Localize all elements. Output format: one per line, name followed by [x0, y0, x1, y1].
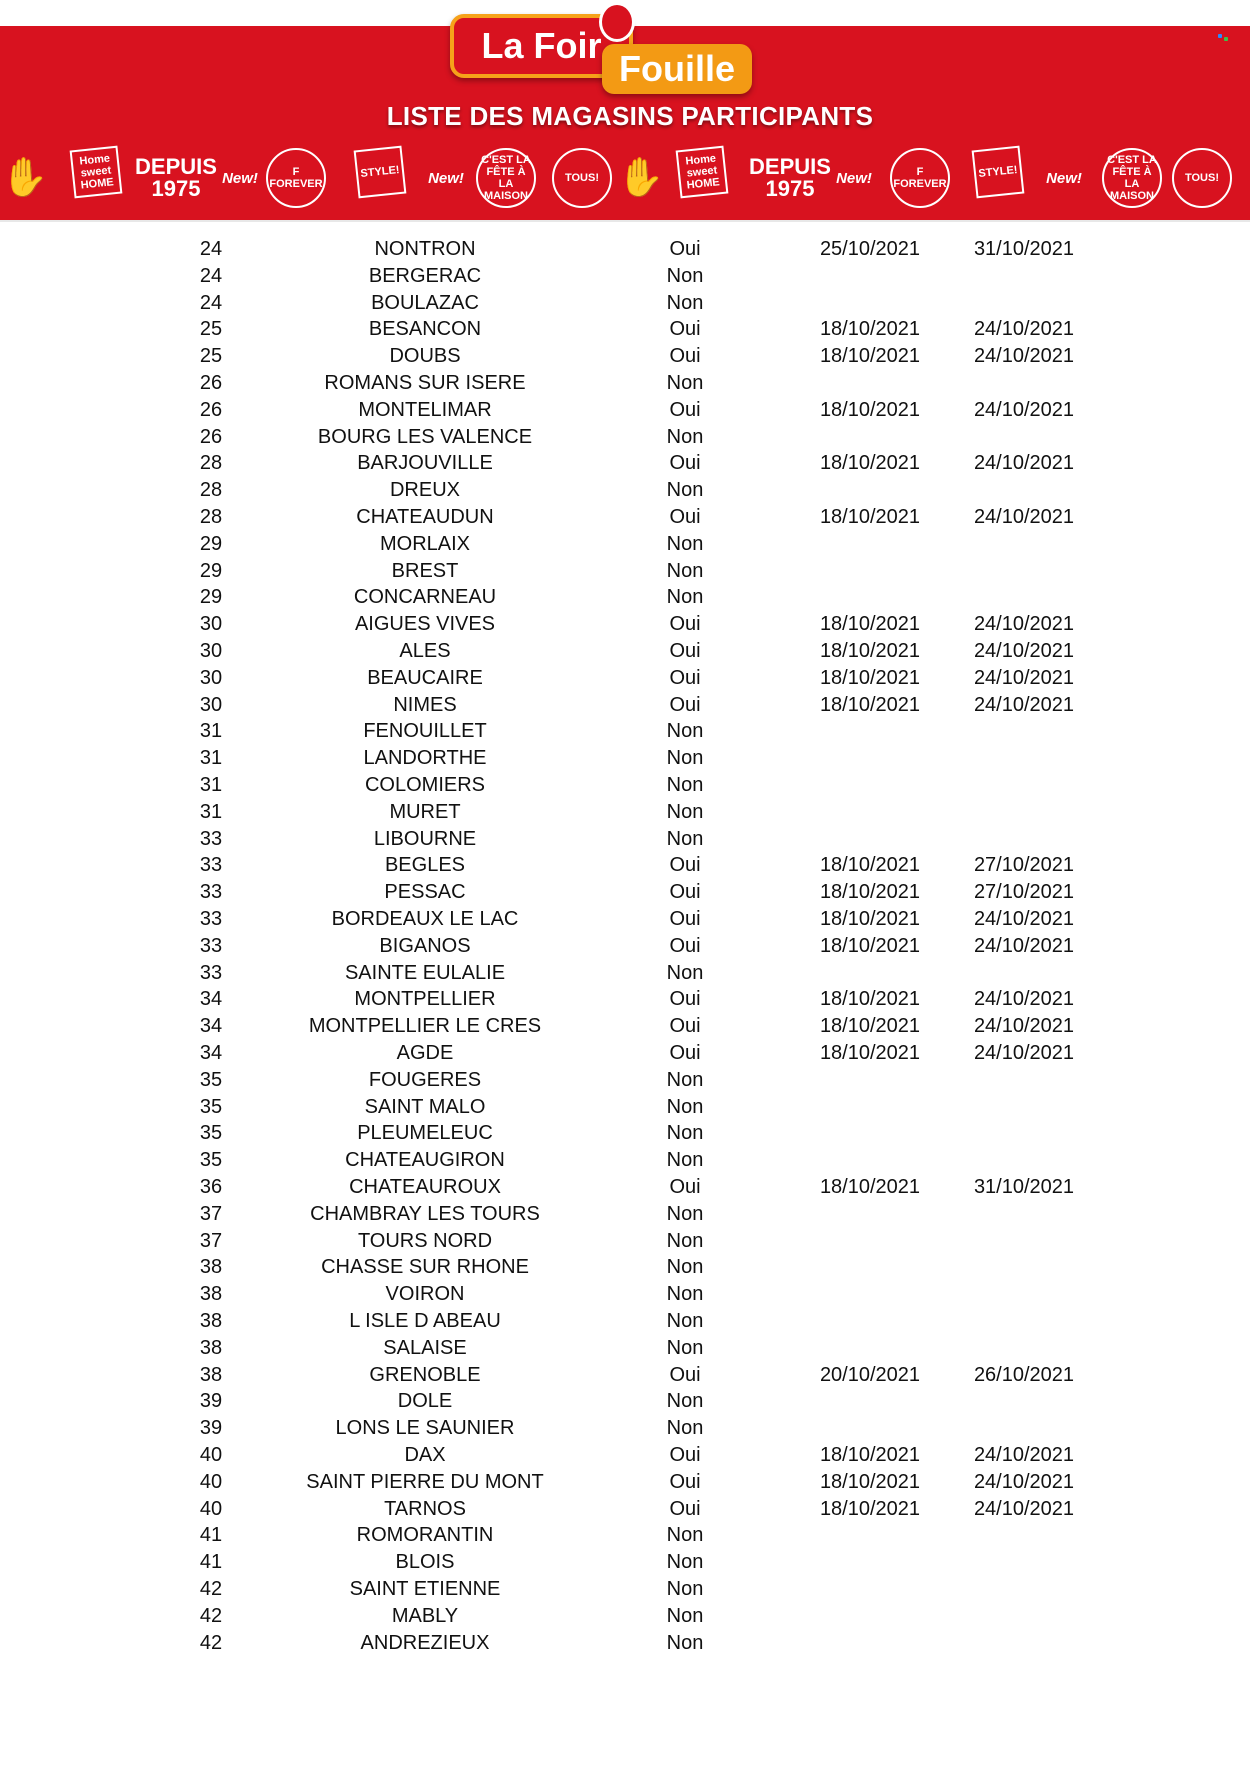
start-date-cell: 20/10/2021 — [819, 1363, 921, 1386]
logo-part-2: Fouille — [602, 44, 752, 94]
end-date-cell: 24/10/2021 — [973, 988, 1075, 1011]
table-row — [0, 852, 1250, 879]
participation-cell: Non — [666, 264, 704, 287]
store-name-cell: BEGLES — [384, 854, 466, 877]
department-cell: 30 — [199, 640, 223, 662]
table-row — [0, 504, 1250, 531]
store-name-cell: BEAUCAIRE — [367, 666, 483, 689]
department-cell: 24 — [199, 264, 223, 287]
store-name-cell: ALES — [399, 640, 451, 662]
store-name-cell: MONTELIMAR — [358, 398, 492, 421]
start-date-cell: 18/10/2021 — [819, 1015, 921, 1038]
end-date-cell: 24/10/2021 — [973, 318, 1075, 341]
participation-cell: Non — [666, 774, 704, 796]
forever-icon: F FOREVER — [890, 148, 950, 208]
new-star-icon: New! — [1046, 169, 1082, 187]
table-row — [0, 1094, 1250, 1121]
table-row — [0, 665, 1250, 692]
department-cell: 26 — [199, 372, 223, 394]
table-row — [0, 1013, 1250, 1040]
end-date-cell: 24/10/2021 — [973, 1470, 1075, 1493]
participation-cell: Oui — [669, 1470, 701, 1493]
store-name-cell: TARNOS — [384, 1497, 466, 1520]
department-cell: 30 — [199, 613, 223, 636]
participation-cell: Non — [666, 1229, 704, 1252]
style-icon: STYLE! — [354, 146, 407, 199]
balloon-icon — [599, 2, 635, 42]
participation-cell: Oui — [669, 1176, 701, 1198]
end-date-cell: 24/10/2021 — [973, 640, 1075, 662]
table-row — [0, 1362, 1250, 1389]
participation-cell: Oui — [669, 452, 701, 475]
start-date-cell: 18/10/2021 — [819, 640, 921, 662]
participation-cell: Oui — [669, 1497, 701, 1520]
store-name-cell: NONTRON — [374, 238, 476, 260]
store-name-cell: BREST — [391, 559, 459, 582]
participation-cell: Non — [666, 291, 704, 314]
store-name-cell: BESANCON — [368, 318, 482, 341]
end-date-cell: 27/10/2021 — [973, 854, 1075, 877]
table-row — [0, 1630, 1250, 1657]
department-cell: 39 — [199, 1390, 223, 1413]
store-name-cell: TOURS NORD — [357, 1229, 493, 1252]
table-row — [0, 1201, 1250, 1228]
department-cell: 38 — [199, 1336, 223, 1359]
store-name-cell: SAINT ETIENNE — [349, 1578, 501, 1600]
end-date-cell: 24/10/2021 — [973, 345, 1075, 368]
department-cell: 29 — [199, 532, 223, 555]
participation-cell: Non — [666, 800, 704, 823]
end-date-cell: 24/10/2021 — [973, 506, 1075, 528]
start-date-cell: 18/10/2021 — [819, 908, 921, 930]
store-name-cell: BOURG LES VALENCE — [317, 425, 533, 448]
new-star-icon: New! — [222, 169, 258, 187]
participation-cell: Non — [666, 1604, 704, 1627]
participation-cell: Oui — [669, 613, 701, 636]
participation-cell: Non — [666, 586, 704, 609]
participation-cell: Oui — [669, 1363, 701, 1386]
department-cell: 28 — [199, 506, 223, 528]
badge-strip — [0, 148, 1250, 218]
table-row — [0, 424, 1250, 451]
table-row — [0, 692, 1250, 719]
end-date-cell: 24/10/2021 — [973, 693, 1075, 716]
start-date-cell: 18/10/2021 — [819, 613, 921, 636]
end-date-cell: 24/10/2021 — [973, 934, 1075, 957]
department-cell: 33 — [199, 827, 223, 850]
store-name-cell: CHASSE SUR RHONE — [321, 1256, 529, 1279]
department-cell: 40 — [199, 1470, 223, 1493]
store-name-cell: GRENOBLE — [369, 1363, 481, 1386]
store-name-cell: NIMES — [393, 693, 457, 716]
department-cell: 28 — [199, 479, 223, 502]
table-row — [0, 906, 1250, 933]
table-row — [0, 558, 1250, 585]
table-row — [0, 316, 1250, 343]
department-cell: 38 — [199, 1256, 223, 1279]
store-name-cell: COLOMIERS — [364, 774, 486, 796]
department-cell: 38 — [199, 1363, 223, 1386]
end-date-cell: 27/10/2021 — [973, 881, 1075, 904]
end-date-cell: 24/10/2021 — [973, 398, 1075, 421]
department-cell: 25 — [199, 345, 223, 368]
store-name-cell: ANDREZIEUX — [360, 1631, 490, 1654]
participation-cell: Oui — [669, 345, 701, 368]
department-cell: 33 — [199, 934, 223, 957]
participation-cell: Non — [666, 1202, 704, 1225]
participation-cell: Non — [666, 559, 704, 582]
participation-cell: Oui — [669, 908, 701, 930]
start-date-cell: 18/10/2021 — [819, 854, 921, 877]
department-cell: 42 — [199, 1631, 223, 1654]
start-date-cell: 18/10/2021 — [819, 934, 921, 957]
participation-cell: Oui — [669, 1015, 701, 1038]
store-name-cell: MABLY — [391, 1604, 459, 1627]
store-name-cell: PESSAC — [384, 881, 466, 904]
participation-cell: Oui — [669, 506, 701, 528]
start-date-cell: 18/10/2021 — [819, 1497, 921, 1520]
table-row — [0, 1174, 1250, 1201]
logo-part-1: La Foir — [450, 14, 633, 78]
participation-cell: Non — [666, 1390, 704, 1413]
participation-cell: Non — [666, 827, 704, 850]
table-row — [0, 1522, 1250, 1549]
department-cell: 40 — [199, 1497, 223, 1520]
department-cell: 31 — [199, 800, 223, 823]
department-cell: 33 — [199, 961, 223, 984]
participation-cell: Oui — [669, 666, 701, 689]
table-row — [0, 986, 1250, 1013]
department-cell: 38 — [199, 1310, 223, 1332]
store-name-cell: DREUX — [389, 479, 460, 502]
table-row — [0, 397, 1250, 424]
table-row — [0, 1442, 1250, 1469]
home-sweet-home-icon: Home sweet HOME — [70, 146, 123, 199]
thumbs-up-icon: ✋ — [617, 157, 665, 199]
brand-logo — [450, 10, 755, 94]
department-cell: 33 — [199, 854, 223, 877]
participation-cell: Non — [666, 1310, 704, 1332]
fete-maison-icon: C'EST LA FÊTE À LA MAISON — [476, 148, 536, 208]
store-name-cell: CHAMBRAY LES TOURS — [310, 1202, 540, 1225]
store-name-cell: DOLE — [397, 1390, 453, 1413]
forever-icon: F FOREVER — [266, 148, 326, 208]
store-name-cell: CONCARNEAU — [353, 586, 497, 609]
table-row — [0, 1469, 1250, 1496]
depuis-1975-icon: DEPUIS 1975 — [749, 154, 831, 201]
department-cell: 36 — [199, 1176, 223, 1198]
participation-cell: Non — [666, 1336, 704, 1359]
store-name-cell: BIGANOS — [379, 934, 471, 957]
participation-cell: Non — [666, 1122, 704, 1145]
department-cell: 24 — [199, 238, 223, 260]
store-name-cell: LIBOURNE — [373, 827, 477, 850]
plaisir-tous-icon: TOUS! — [552, 148, 612, 208]
department-cell: 26 — [199, 425, 223, 448]
participation-cell: Non — [666, 1578, 704, 1600]
department-cell: 35 — [199, 1122, 223, 1145]
table-row — [0, 263, 1250, 290]
end-date-cell: 24/10/2021 — [973, 1042, 1075, 1064]
home-sweet-home-icon: Home sweet HOME — [676, 146, 729, 199]
store-name-cell: MONTPELLIER — [354, 988, 496, 1011]
table-row — [0, 1067, 1250, 1094]
store-name-cell: MONTPELLIER LE CRES — [308, 1015, 542, 1038]
table-row — [0, 879, 1250, 906]
store-name-cell: CHATEAUDUN — [356, 506, 494, 528]
department-cell: 24 — [199, 291, 223, 314]
start-date-cell: 18/10/2021 — [819, 452, 921, 475]
department-cell: 38 — [199, 1283, 223, 1306]
end-date-cell: 24/10/2021 — [973, 613, 1075, 636]
participation-cell: Non — [666, 1524, 704, 1547]
table-row — [0, 584, 1250, 611]
store-name-cell: SAINTE EULALIE — [344, 961, 506, 984]
store-name-cell: BARJOUVILLE — [357, 452, 493, 475]
end-date-cell: 31/10/2021 — [973, 238, 1075, 260]
table-row — [0, 638, 1250, 665]
table-row — [0, 236, 1250, 263]
color-dots-icon — [1218, 34, 1230, 42]
start-date-cell: 18/10/2021 — [819, 506, 921, 528]
participation-cell: Non — [666, 372, 704, 394]
store-name-cell: FENOUILLET — [363, 720, 487, 743]
table-row — [0, 1549, 1250, 1576]
participation-cell: Non — [666, 1417, 704, 1440]
department-cell: 26 — [199, 398, 223, 421]
table-row — [0, 1040, 1250, 1067]
participation-cell: Oui — [669, 1042, 701, 1064]
start-date-cell: 18/10/2021 — [819, 1444, 921, 1466]
table-row — [0, 745, 1250, 772]
participation-cell: Oui — [669, 238, 701, 260]
page-header — [0, 0, 1250, 235]
participation-cell: Non — [666, 479, 704, 502]
table-row — [0, 799, 1250, 826]
start-date-cell: 18/10/2021 — [819, 398, 921, 421]
participation-cell: Non — [666, 1256, 704, 1279]
banner-divider — [0, 220, 1250, 222]
store-name-cell: VOIRON — [385, 1283, 465, 1306]
table-row — [0, 1120, 1250, 1147]
participation-cell: Non — [666, 720, 704, 743]
start-date-cell: 18/10/2021 — [819, 1042, 921, 1064]
new-star-icon: New! — [836, 169, 872, 187]
store-name-cell: BORDEAUX LE LAC — [331, 908, 519, 930]
department-cell: 42 — [199, 1604, 223, 1627]
end-date-cell: 24/10/2021 — [973, 908, 1075, 930]
participation-cell: Oui — [669, 693, 701, 716]
table-row — [0, 343, 1250, 370]
thumbs-up-icon: ✋ — [1, 157, 49, 199]
table-row — [0, 1576, 1250, 1603]
end-date-cell: 24/10/2021 — [973, 1015, 1075, 1038]
table-row — [0, 477, 1250, 504]
department-cell: 35 — [199, 1149, 223, 1172]
table-row — [0, 1388, 1250, 1415]
fete-maison-icon: C'EST LA FÊTE À LA MAISON — [1102, 148, 1162, 208]
department-cell: 41 — [199, 1524, 223, 1547]
participation-cell: Oui — [669, 640, 701, 662]
table-row — [0, 1496, 1250, 1523]
table-row — [0, 1308, 1250, 1335]
style-icon: STYLE! — [972, 146, 1025, 199]
table-row — [0, 1254, 1250, 1281]
table-row — [0, 1603, 1250, 1630]
table-row — [0, 1335, 1250, 1362]
participation-cell: Oui — [669, 854, 701, 877]
start-date-cell: 18/10/2021 — [819, 1470, 921, 1493]
department-cell: 28 — [199, 452, 223, 475]
store-name-cell: ROMORANTIN — [356, 1524, 494, 1547]
start-date-cell: 18/10/2021 — [819, 318, 921, 341]
start-date-cell: 18/10/2021 — [819, 666, 921, 689]
table-row — [0, 960, 1250, 987]
department-cell: 31 — [199, 774, 223, 796]
department-cell: 30 — [199, 693, 223, 716]
store-name-cell: DAX — [404, 1444, 446, 1466]
store-name-cell: BLOIS — [395, 1551, 455, 1574]
participation-cell: Oui — [669, 934, 701, 957]
store-name-cell: SAINT MALO — [364, 1095, 486, 1118]
table-row — [0, 772, 1250, 799]
start-date-cell: 18/10/2021 — [819, 693, 921, 716]
start-date-cell: 18/10/2021 — [819, 881, 921, 904]
store-name-cell: FOUGERES — [368, 1068, 482, 1091]
department-cell: 25 — [199, 318, 223, 341]
start-date-cell: 18/10/2021 — [819, 345, 921, 368]
end-date-cell: 31/10/2021 — [973, 1176, 1075, 1198]
store-name-cell: DOUBS — [389, 345, 461, 368]
table-row — [0, 1415, 1250, 1442]
end-date-cell: 24/10/2021 — [973, 666, 1075, 689]
depuis-1975-icon: DEPUIS 1975 — [135, 154, 217, 201]
end-date-cell: 26/10/2021 — [973, 1363, 1075, 1386]
table-row — [0, 933, 1250, 960]
department-cell: 30 — [199, 666, 223, 689]
department-cell: 42 — [199, 1578, 223, 1600]
participation-cell: Non — [666, 747, 704, 770]
store-name-cell: ROMANS SUR ISERE — [324, 372, 526, 394]
start-date-cell: 25/10/2021 — [819, 238, 921, 260]
participation-cell: Non — [666, 532, 704, 555]
department-cell: 35 — [199, 1095, 223, 1118]
plaisir-tous-icon: TOUS! — [1172, 148, 1232, 208]
start-date-cell: 18/10/2021 — [819, 1176, 921, 1198]
participation-cell: Non — [666, 961, 704, 984]
participation-cell: Oui — [669, 1444, 701, 1466]
store-name-cell: LONS LE SAUNIER — [335, 1417, 515, 1440]
table-row — [0, 1281, 1250, 1308]
table-row — [0, 1147, 1250, 1174]
participation-cell: Oui — [669, 881, 701, 904]
department-cell: 31 — [199, 747, 223, 770]
page-title: LISTE DES MAGASINS PARTICIPANTS — [386, 101, 874, 131]
department-cell: 33 — [199, 908, 223, 930]
table-row — [0, 370, 1250, 397]
end-date-cell: 24/10/2021 — [973, 1497, 1075, 1520]
participation-cell: Oui — [669, 398, 701, 421]
department-cell: 37 — [199, 1202, 223, 1225]
end-date-cell: 24/10/2021 — [973, 1444, 1075, 1466]
table-row — [0, 611, 1250, 638]
department-cell: 39 — [199, 1417, 223, 1440]
store-name-cell: MURET — [389, 800, 461, 823]
table-row — [0, 290, 1250, 317]
table-row — [0, 826, 1250, 853]
table-row — [0, 1228, 1250, 1255]
table-row — [0, 718, 1250, 745]
store-name-cell: LANDORTHE — [363, 747, 487, 770]
store-name-cell: MORLAIX — [379, 532, 471, 555]
store-name-cell: CHATEAUGIRON — [345, 1149, 505, 1172]
participation-cell: Non — [666, 1283, 704, 1306]
participation-cell: Non — [666, 1149, 704, 1172]
store-name-cell: AIGUES VIVES — [354, 613, 496, 636]
start-date-cell: 18/10/2021 — [819, 988, 921, 1011]
department-cell: 35 — [199, 1068, 223, 1091]
participation-cell: Non — [666, 1095, 704, 1118]
participation-cell: Non — [666, 1068, 704, 1091]
participation-cell: Non — [666, 1551, 704, 1574]
store-name-cell: CHATEAUROUX — [349, 1176, 501, 1198]
store-name-cell: BERGERAC — [368, 264, 482, 287]
store-name-cell: SALAISE — [383, 1336, 467, 1359]
store-name-cell: PLEUMELEUC — [357, 1122, 493, 1145]
new-star-icon: New! — [428, 169, 464, 187]
store-name-cell: AGDE — [396, 1042, 454, 1064]
department-cell: 41 — [199, 1551, 223, 1574]
department-cell: 34 — [199, 1015, 223, 1038]
department-cell: 31 — [199, 720, 223, 743]
store-name-cell: L ISLE D ABEAU — [349, 1310, 501, 1332]
department-cell: 29 — [199, 586, 223, 609]
store-name-cell: BOULAZAC — [371, 291, 479, 314]
department-cell: 34 — [199, 988, 223, 1011]
table-row — [0, 450, 1250, 477]
department-cell: 40 — [199, 1444, 223, 1466]
participation-cell: Oui — [669, 988, 701, 1011]
department-cell: 33 — [199, 881, 223, 904]
table-row — [0, 531, 1250, 558]
participation-cell: Oui — [669, 318, 701, 341]
participation-cell: Non — [666, 1631, 704, 1654]
department-cell: 37 — [199, 1229, 223, 1252]
end-date-cell: 24/10/2021 — [973, 452, 1075, 475]
department-cell: 34 — [199, 1042, 223, 1064]
participation-cell: Non — [666, 425, 704, 448]
store-name-cell: SAINT PIERRE DU MONT — [306, 1470, 544, 1493]
department-cell: 29 — [199, 559, 223, 582]
